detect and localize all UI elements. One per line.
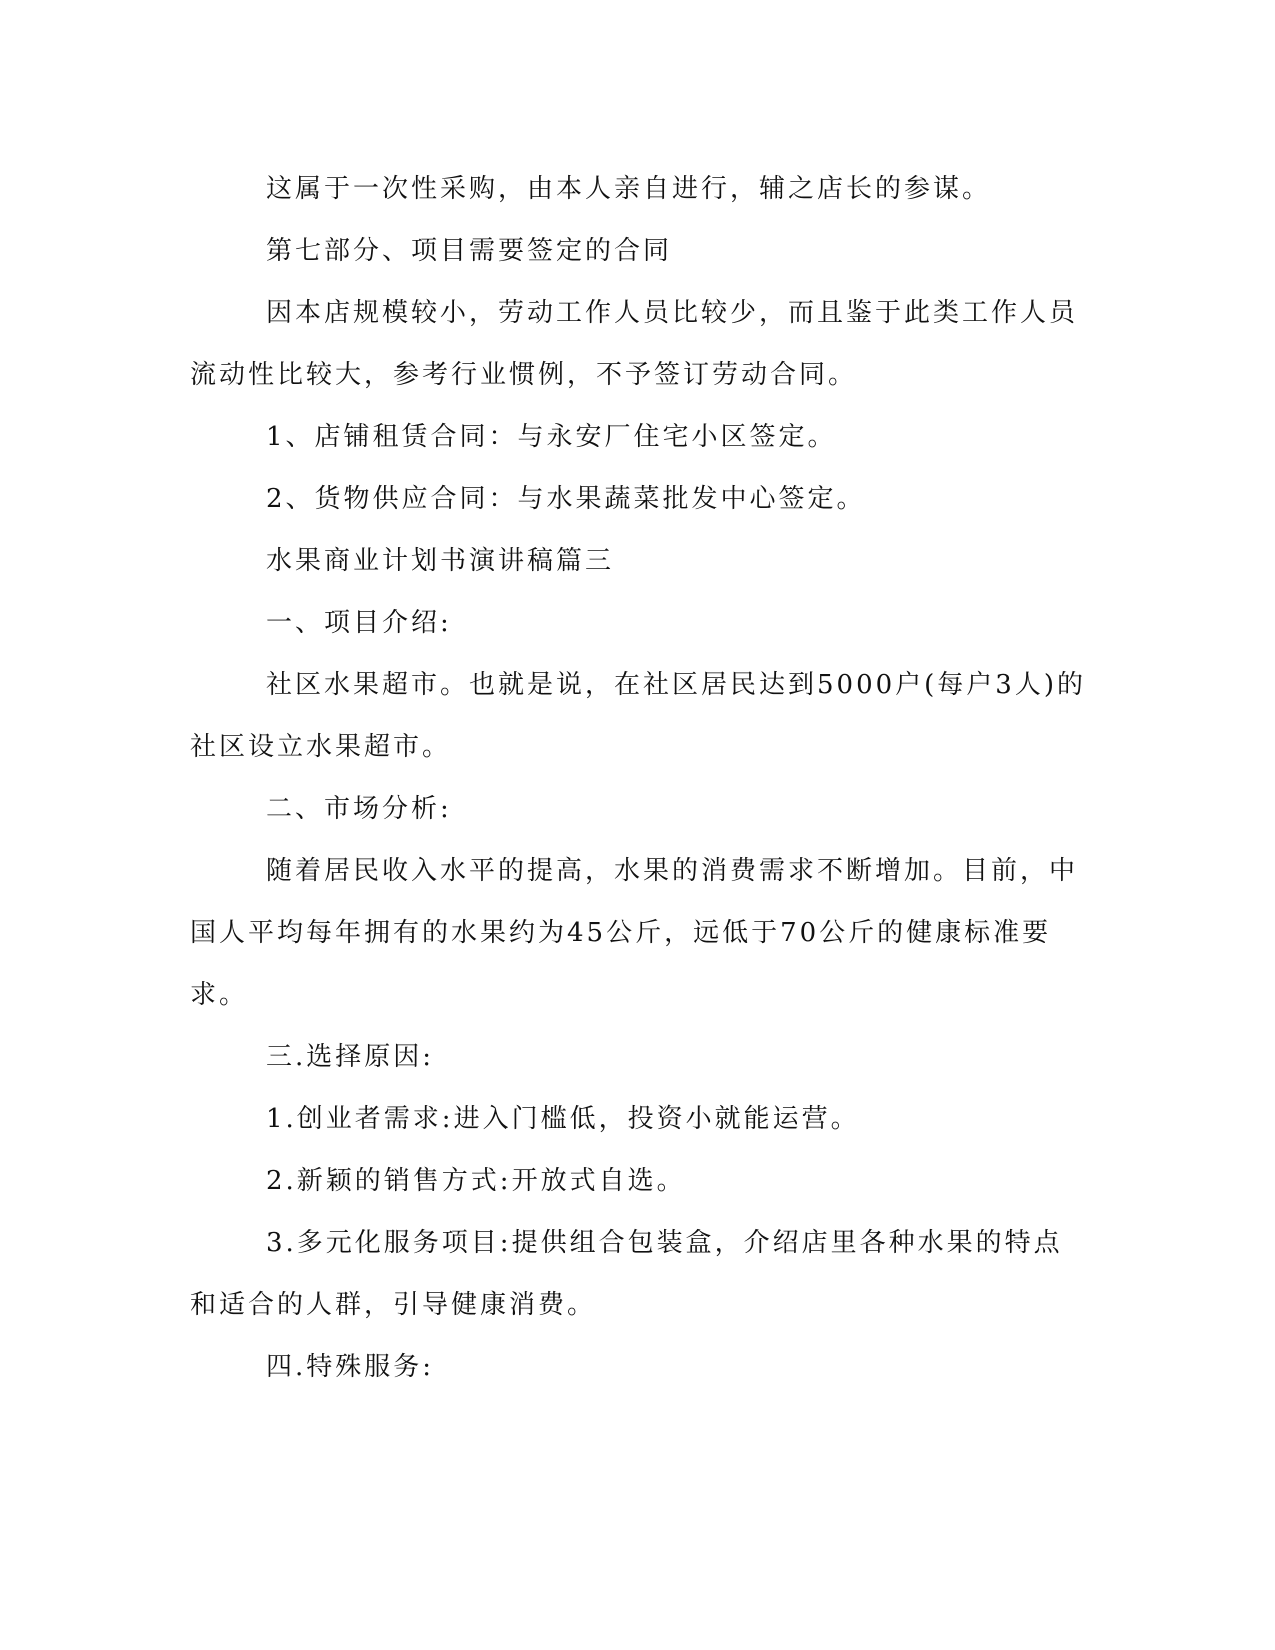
section-heading-project-intro: 一、项目介绍: bbox=[266, 608, 452, 638]
document-body bbox=[190, 158, 1090, 1398]
section-heading-reasons: 三.选择原因: bbox=[266, 1042, 435, 1072]
section-heading-contracts: 第七部分、项目需要签定的合同 bbox=[266, 236, 673, 266]
section-heading-market-analysis: 二、市场分析: bbox=[266, 794, 452, 824]
paragraph-labor-contract: 因本店规模较小，劳动工作人员比较少，而且鉴于此类工作人员流动性比较大，参考行业惯例，不予签订劳动合同。 bbox=[190, 298, 1079, 390]
list-item-reason-3: 3.多元化服务项目:提供组合包装盒，介绍店里各种水果的特点和适合的人群，引导健康消费。 bbox=[190, 1228, 1063, 1320]
list-item-reason-1: 1.创业者需求:进入门槛低，投资小就能运营。 bbox=[266, 1104, 860, 1134]
list-item-reason-2: 2.新颖的销售方式:开放式自选。 bbox=[266, 1166, 686, 1196]
section-heading-special-services: 四.特殊服务: bbox=[266, 1352, 435, 1382]
chapter-title: 水果商业计划书演讲稿篇三 bbox=[266, 546, 615, 576]
paragraph-market-analysis: 随着居民收入水平的提高，水果的消费需求不断增加。目前，中国人平均每年拥有的水果约为45公斤，远低于70公斤的健康标准要求。 bbox=[190, 856, 1079, 1010]
paragraph-project-intro: 社区水果超市。也就是说，在社区居民达到5000户(每户3人)的社区设立水果超市。 bbox=[190, 670, 1086, 762]
list-item-supply-contract: 2、货物供应合同：与水果蔬菜批发中心签定。 bbox=[266, 484, 866, 514]
paragraph-procurement: 这属于一次性采购，由本人亲自进行，辅之店长的参谋。 bbox=[266, 174, 992, 204]
list-item-lease-contract: 1、店铺租赁合同：与永安厂住宅小区签定。 bbox=[266, 422, 837, 452]
